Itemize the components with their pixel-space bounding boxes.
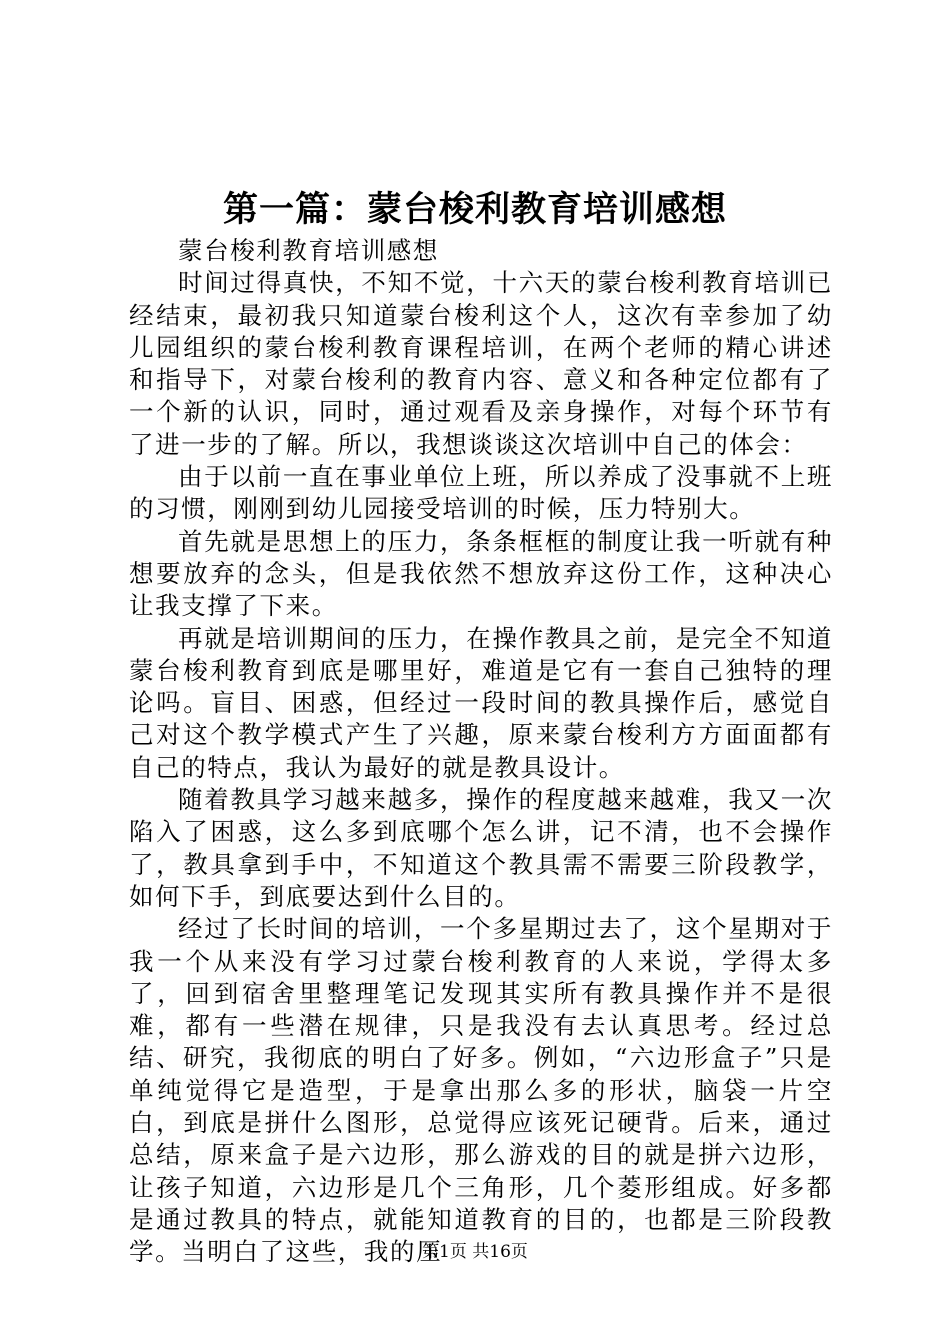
paragraph: 首先就是思想上的压力，条条框框的制度让我一听就有种想要放弃的念头，但是我依然不想放弃这份工作，这种决心让我支撑了下来。 [129,526,833,621]
paragraph: 由于以前一直在事业单位上班，所以养成了没事就不上班的习惯，刚刚到幼儿园接受培训的时候，压力特别大。 [129,462,833,524]
paragraph: 经过了长时间的培训，一个多星期过去了，这个星期对于我一个从来没有学习过蒙台梭利教育的人来说，学得太多了，回到宿舍里整理笔记发现其实所有教具操作并不是很难，都有一些潜在规律，只是我没有去认真思考。经过总结、研究，我彻底的明白了好多。例如，“六边形盒子”只是单纯觉得它是造型，于是拿出那么多的形状，脑袋一片空白，到底是拼什么图形，总觉得应该死记硬背。后来，通过总结，原来盒子是六边形，那么游戏的目的就是拼六边形，让孩子知道，六边形是几个三角形，几个菱形组成。好多都是通过教具的特点，就能知道教育的目的，也都是三阶段教学。当明白了这些，我的压 [129,914,833,1267]
paragraph: 时间过得真快，不知不觉，十六天的蒙台梭利教育培训已经结束，最初我只知道蒙台梭利这个人，这次有幸参加了幼儿园组织的蒙台梭利教育课程培训，在两个老师的精心讲述和指导下，对蒙台梭利的教育内容、意义和各种定位都有了一个新的认识，同时，通过观看及亲身操作，对每个环节有了进一步的了解。所以，我想谈谈这次培训中自己的体会： [129,268,833,459]
paragraph: 随着教具学习越来越多，操作的程度越来越难，我又一次陷入了困惑，这么多到底哪个怎么讲，记不清，也不会操作了，教具拿到手中，不知道这个教具需不需要三阶段教学，如何下手，到底要达到什么目的。 [129,785,833,911]
document-body [129,235,833,1269]
paragraph-subtitle: 蒙台梭利教育培训感想 [178,236,439,265]
page-footer: 第1页 共16页 [422,1242,528,1262]
document-title: 第一篇：蒙台梭利教育培训感想 [222,189,727,230]
paragraph: 再就是培训期间的压力，在操作教具之前，是完全不知道蒙台梭利教育到底是哪里好，难道是它有一套自己独特的理论吗。盲目、困惑，但经过一段时间的教具操作后，感觉自己对这个教学模式产生了兴趣，原来蒙台梭利方方面面都有自己的特点，我认为最好的就是教具设计。 [129,623,833,782]
